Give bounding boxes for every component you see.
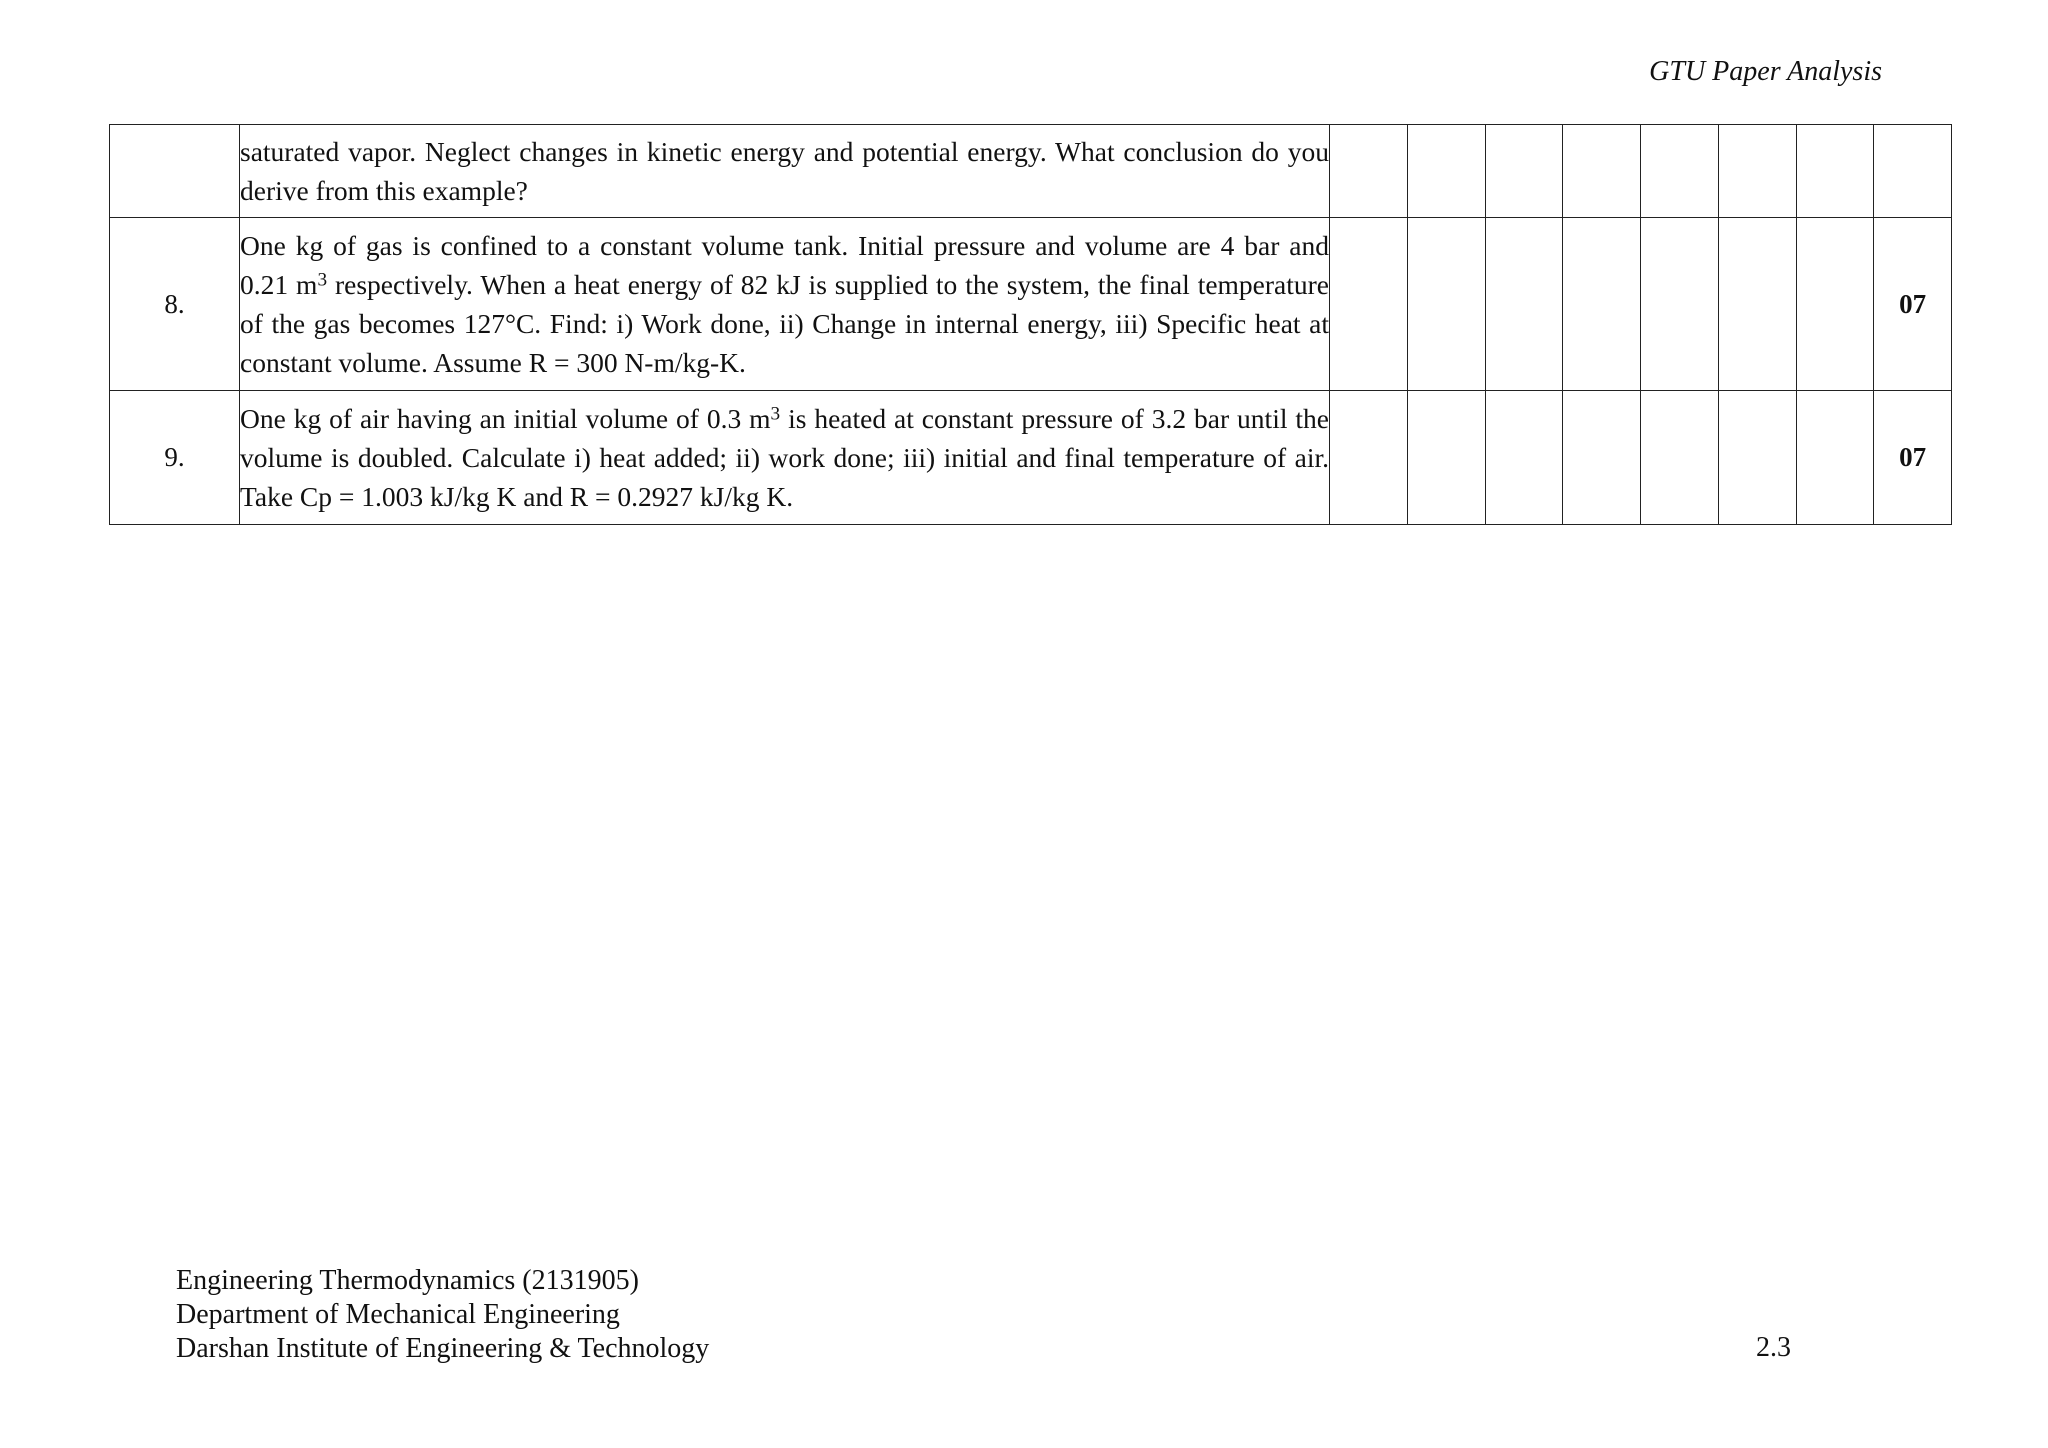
year-cell: [1330, 125, 1408, 218]
year-cell: [1718, 125, 1796, 218]
question-text-part: respectively. When a heat energy of 82 kJ is supplied to the system, the final temperature of the gas becomes 127°C. Find: i) Work done, ii) Change in internal energy, iii) Specific heat at constant volume. Assume R = 300 N-m/kg-K.: [240, 269, 1330, 378]
footer: [176, 1264, 709, 1366]
footer-department: Department of Mechanical Engineering: [176, 1299, 620, 1330]
question-number: 8.: [110, 218, 240, 391]
question-text: [240, 391, 1330, 525]
question-text-part: One kg of gas is confined to a constant volume tank. Initial pressure and volume are 4 bar and 0.21 m: [240, 230, 1329, 300]
year-cell: [1563, 125, 1641, 218]
question-text-part: One kg of air having an initial volume of 0.3 m: [240, 403, 771, 434]
year-cell: [1485, 218, 1563, 391]
year-cell: [1718, 218, 1796, 391]
year-cell: [1641, 391, 1719, 525]
footer-course: Engineering Thermodynamics (2131905): [176, 1265, 639, 1296]
table-row: [110, 391, 1952, 525]
year-cell: [1563, 391, 1641, 525]
year-cell: [1330, 391, 1408, 525]
year-cell: [1718, 391, 1796, 525]
marks-cell: [1874, 125, 1952, 218]
question-text: [240, 218, 1330, 391]
year-cell: [1485, 125, 1563, 218]
page-number: 2.3: [1756, 1332, 1791, 1363]
year-cell: [1563, 218, 1641, 391]
table-row: [110, 125, 1952, 218]
questions-table: [109, 124, 1952, 525]
year-cell: [1796, 218, 1874, 391]
marks-cell: 07: [1874, 391, 1952, 525]
question-text-part: is heated at constant pressure of 3.2 bar until the volume is doubled. Calculate i) heat added; ii) work done; iii) initial and final temperature of air. Take Cp = 1.003 kJ/kg K and R = 0.2927 kJ/kg K.: [240, 403, 1329, 512]
year-cell: [1485, 391, 1563, 525]
question-number: 9.: [110, 391, 240, 525]
year-cell: [1641, 125, 1719, 218]
year-cell: [1407, 391, 1485, 525]
year-cell: [1407, 218, 1485, 391]
year-cell: [1330, 218, 1408, 391]
year-cell: [1796, 391, 1874, 525]
marks-cell: 07: [1874, 218, 1952, 391]
superscript: 3: [317, 269, 328, 291]
footer-institute: Darshan Institute of Engineering & Technology: [176, 1333, 710, 1364]
question-text: saturated vapor. Neglect changes in kinetic energy and potential energy. What conclusion do you derive from this example?: [240, 125, 1330, 218]
question-number: [110, 125, 240, 218]
superscript: 3: [770, 403, 781, 425]
table-row: [110, 218, 1952, 391]
year-cell: [1407, 125, 1485, 218]
year-cell: [1641, 218, 1719, 391]
year-cell: [1796, 125, 1874, 218]
header-title: GTU Paper Analysis: [1649, 56, 1882, 87]
